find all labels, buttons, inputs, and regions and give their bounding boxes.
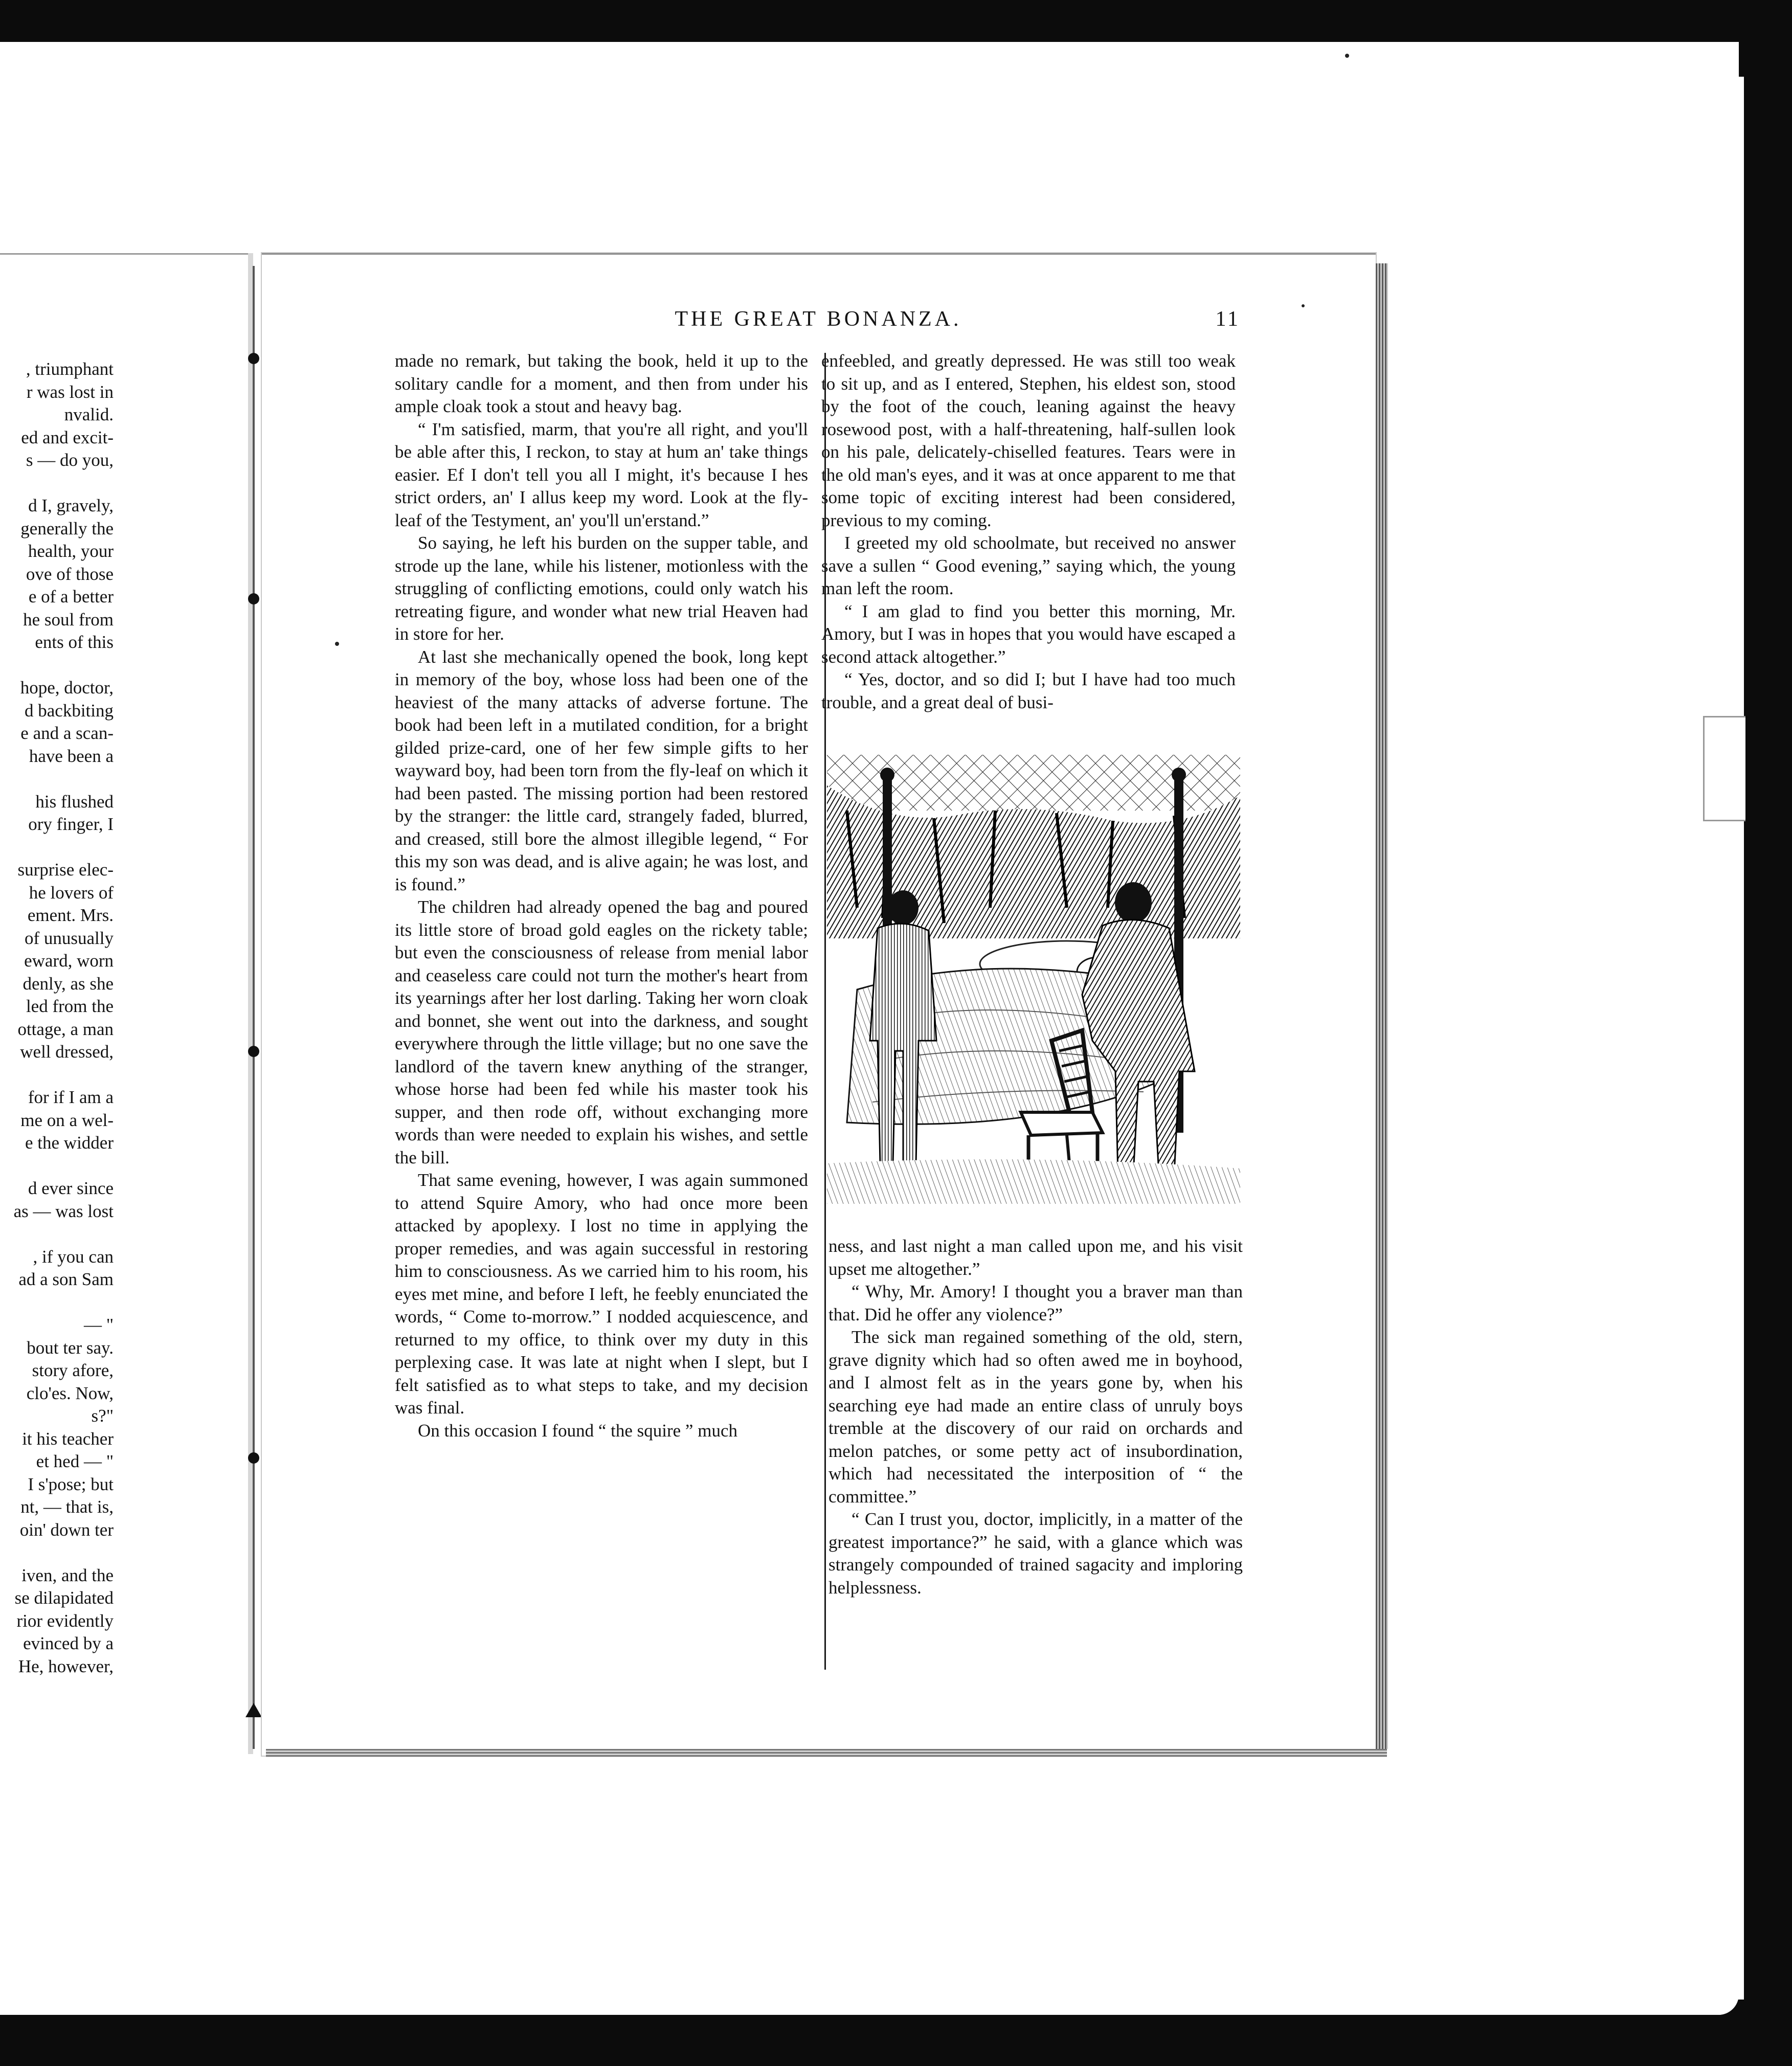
facing-page-line	[0, 1291, 114, 1314]
facing-page-line: nt, — that is,	[20, 1497, 114, 1517]
facing-page-line: iven, and the	[21, 1565, 114, 1585]
facing-page-line	[0, 836, 114, 859]
text-column-left	[395, 350, 808, 1442]
facing-page-line: se dilapidated	[14, 1588, 114, 1608]
facing-page-line: it his teacher	[22, 1428, 114, 1449]
facing-page-line: ory finger, I	[28, 814, 114, 834]
paragraph: made no remark, but taking the book, held it up to the solitary candle for a moment, and then from under his ample cloak took a stout and heavy bag.	[395, 351, 808, 416]
paragraph: “ I'm satisfied, marm, that you're all right, and you'll be able after this, I reckon, to stay at hum an' take things easier. Ef I don't tell you all I might, it's because I hes strict orders, an' I allus keep my word. Look at the fly-leaf of the Testyment, an' you'll un'erstand.”	[395, 419, 808, 530]
paragraph: On this occasion I found “ the squire ” much	[418, 1420, 737, 1441]
facing-page-line: d I, gravely,	[28, 496, 114, 515]
facing-page-line: s — do you,	[26, 450, 114, 470]
stitch-hole	[248, 353, 259, 364]
text-column-right-bottom	[828, 1235, 1243, 1599]
facing-page-line: , if you can	[33, 1246, 114, 1267]
facing-page-line: s?"	[91, 1406, 114, 1426]
paragraph: So saying, he left his burden on the supper table, and strode up the lane, while his listener, motionless with the struggling of conflicting emotions, could only watch his retreating figure, and wonder what new trial Heaven had in store for her.	[395, 533, 808, 644]
facing-page-line	[0, 768, 114, 791]
facing-page-line: me on a wel-	[20, 1110, 114, 1130]
page-edge-stack	[1376, 263, 1388, 1749]
paragraph: The sick man regained something of the old, stern, grave dignity which had so often awed me in boyhood, and I almost felt as in the years gone by, when his searching eye had made an entire class of unruly boys tremble at the discovery of our raid on orchards and melon patches, or some petty act of insubordination, which had necessitated the interposition of “ the committee.”	[828, 1327, 1243, 1507]
paragraph: “ Why, Mr. Amory! I thought you a braver man than that. Did he offer any violence?”	[828, 1282, 1243, 1324]
facing-page-line: he lovers of	[29, 882, 114, 903]
running-head: THE GREAT BONANZA.	[675, 307, 962, 331]
facing-page-line: ove of those	[26, 564, 114, 584]
facing-page-line: denly, as she	[23, 973, 114, 994]
facing-page-line: et hed — "	[36, 1451, 114, 1471]
facing-page-line: generally the	[20, 518, 114, 538]
paragraph: I greeted my old schoolmate, but received no answer save a sullen “ Good evening,” saying which, the young man left the room.	[821, 533, 1236, 598]
paragraph: ness, and last night a man called upon me, and his visit upset me altogether.”	[828, 1236, 1243, 1279]
scanner-frame-right	[1744, 0, 1792, 2066]
facing-page-line: health, your	[28, 541, 114, 561]
paragraph: “ Yes, doctor, and so did I; but I have had too much trouble, and a great deal of busi-	[821, 669, 1236, 712]
facing-page-line: evinced by a	[23, 1633, 114, 1653]
paragraph: That same evening, however, I was again summoned to attend Squire Amory, who had once more been attacked by apoplexy. I lost no time in applying the proper remedies, and was again successful in restoring him to consciousness. As we carried him to his room, his eyes met mine, and before I left, he feebly enunciated the words, “ Come to-morrow.” I nodded acquiescence, and returned to my office, to think over my duty in this perplexing case. It was late at night when I slept, but I felt satisfied as to what steps to take, and my decision was final.	[395, 1170, 808, 1418]
facing-page-line: story afore,	[32, 1360, 114, 1380]
facing-page-line: He, however,	[18, 1656, 114, 1676]
facing-page-line: of unusually	[24, 928, 114, 948]
facing-page-line	[0, 472, 114, 495]
facing-page-line: e of a better	[28, 587, 114, 607]
page-number: 11	[1215, 307, 1240, 331]
facing-page-line	[0, 1223, 114, 1246]
facing-page-line: well dressed,	[20, 1042, 114, 1062]
facing-page-line	[0, 1541, 114, 1564]
stitch-hole	[248, 1046, 259, 1057]
facing-page-line: his flushed	[35, 791, 114, 812]
stitch-hole	[248, 593, 259, 604]
facing-page-line: d ever since	[28, 1178, 114, 1198]
facing-page-line: have been a	[29, 746, 114, 766]
paragraph: enfeebled, and greatly depressed. He was still too weak to sit up, and as I entered, Stephen, his eldest son, stood by the foot of the couch, leaning against the heavy rosewood post, with a half-threatening, half-sullen look on his pale, delicately-chiselled features. Tears were in the old man's eyes, and it was at once apparent to me that some topic of exciting interest had been considered, previous to my coming.	[821, 351, 1236, 530]
facing-page-line: led from the	[26, 996, 114, 1016]
paragraph: “ Can I trust you, doctor, implicitly, in a matter of the greatest importance?” he said, with a glance which was strangely compounded of trained sagacity and imploring helplessness.	[828, 1509, 1243, 1598]
facing-page-line: ottage, a man	[17, 1019, 114, 1039]
page-bottom-edge	[266, 1749, 1387, 1757]
facing-page-line: I s'pose; but	[28, 1474, 114, 1494]
facing-page-line: bout ter say.	[27, 1337, 114, 1358]
facing-page-line: ement. Mrs.	[27, 905, 114, 925]
facing-page-line: d backbiting	[25, 700, 114, 721]
facing-page-line: for if I am a	[28, 1087, 114, 1107]
scan-speck	[1302, 304, 1305, 307]
paragraph: The children had already opened the bag and poured its little store of broad gold eagles on the rickety table; but even the consciousness of release from menial labor and ceaseless care could not turn the mother's heart from its yearnings after her lost darling. Taking her worn cloak and bonnet, she went out into the darkness, and sought everywhere through the little village; but no one save the landlord of the tavern knew anything of the stranger, whose horse had been fed while his master took his supper, and then rode off, without exchanging more words than were needed to explain his wishes, and settle the bill.	[395, 897, 808, 1167]
facing-page-line: oin' down ter	[19, 1519, 114, 1540]
facing-page-line: as — was lost	[13, 1201, 114, 1221]
facing-page-line: e the widder	[25, 1133, 114, 1153]
text-column-right-top	[821, 350, 1236, 714]
scanner-glass-top	[0, 42, 1739, 88]
facing-page-line: eward, worn	[24, 951, 114, 971]
facing-page-line: r was lost in	[26, 381, 114, 402]
scan-speck	[1345, 54, 1349, 58]
engraving-bedside-scene	[826, 754, 1241, 1204]
facing-page-line: , triumphant	[26, 359, 114, 379]
facing-page-line: ed and excit-	[21, 427, 114, 447]
paragraph: At last she mechanically opened the book, long kept in memory of the boy, whose loss had been one of the heaviest of the many attacks of adverse fortune. The book had been left in a mutilated condition, for a bright gilded prize-card, one of her few simple gifts to her wayward boy, had been torn from the fly-leaf on which it had been pasted. The missing portion had been restored by the stranger: the little card, strangely faded, blurred, and creased, still bore the almost illegible legend, “ For this my son was dead, and is alive again; he was lost, and is found.”	[395, 646, 808, 894]
stitch-hole	[245, 1703, 262, 1717]
facing-page-line	[0, 1155, 114, 1178]
scan-speck	[335, 642, 339, 646]
facing-page-line: surprise elec-	[17, 860, 114, 880]
facing-page-line: clo'es. Now,	[26, 1383, 114, 1403]
facing-page-line: — "	[83, 1315, 114, 1335]
facing-page-text	[0, 358, 114, 1678]
facing-page-line: e and a scan-	[20, 723, 114, 743]
facing-page-line: he soul from	[23, 609, 114, 630]
paragraph: “ I am glad to find you better this morning, Mr. Amory, but I was in hopes that you would have escaped a second attack altogether.”	[821, 601, 1236, 667]
scanner-glass-right	[1703, 46, 1739, 2015]
facing-page-line: ents of this	[35, 632, 114, 652]
facing-page-line: hope, doctor,	[20, 678, 114, 698]
scanner-glass-bottom	[0, 1964, 1739, 2015]
scanner-notch	[1703, 716, 1745, 821]
facing-page-line: ad a son Sam	[18, 1269, 114, 1289]
facing-page-line: rior evidently	[16, 1610, 114, 1631]
facing-page-line	[0, 654, 114, 677]
book-binding	[253, 266, 255, 1749]
facing-page-line: nvalid.	[64, 405, 114, 424]
stitch-hole	[248, 1452, 259, 1464]
facing-page-line	[0, 1064, 114, 1087]
